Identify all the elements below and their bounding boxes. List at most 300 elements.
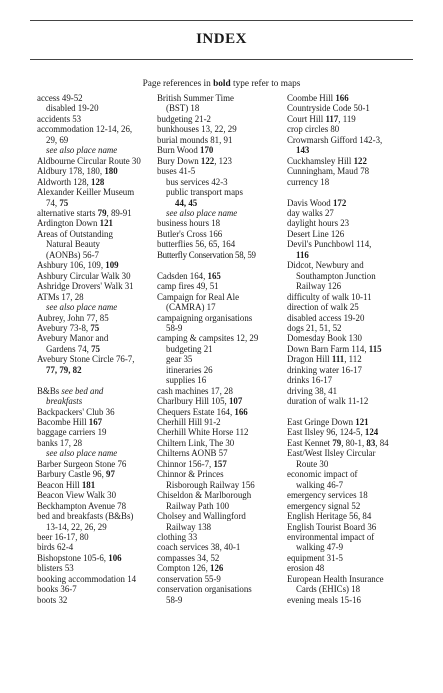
letter-group-gap [287,187,389,197]
map-page-ref: 111 [331,354,345,365]
index-entry [287,365,389,375]
index-entry [37,563,141,573]
index-entry [287,386,389,396]
entry-text-cont: , 80-1, [341,437,367,448]
entry-text: (CAMRA) 17 [166,302,216,313]
index-subentry [157,187,258,197]
index-subentry [287,281,389,291]
entry-text: day walks 27 [287,207,334,218]
index-entry [287,302,389,312]
entry-text: East Ilsley 96, 124-5, [287,427,365,438]
entry-text: books 36-7 [37,584,77,595]
map-page-ref: 166 [234,406,248,417]
index-entry [157,239,258,249]
index-entry [37,553,141,563]
entry-text: gear 35 [166,354,193,365]
entry-text: breakfasts [46,396,83,407]
index-entry [37,480,141,490]
entry-text: Chinnor 156-7, [157,458,214,469]
entry-text: Court Hill [287,113,326,124]
letter-group-gap [287,407,389,417]
index-entry [37,156,141,166]
entry-text: European Health Insurance [287,573,384,584]
index-subentry [287,584,389,594]
index-entry [157,292,258,302]
entry-text: Cuckhamsley Hill [287,155,354,166]
index-entry [37,271,141,281]
index-entry [37,532,141,542]
index-subentry [37,448,141,458]
entry-text: bus services 42-3 [166,176,228,187]
entry-text: Bury Down [157,155,201,166]
entry-text: economic impact of [287,469,358,480]
map-page-ref: 44, 45 [175,197,198,208]
entry-text: walking 46-7 [296,479,344,490]
index-subentry [157,177,258,187]
index-entry [287,114,389,124]
entry-text: Beacon Hill [37,479,82,490]
index-entry [287,396,389,406]
index-entry [157,407,258,417]
index-entry [287,490,389,500]
index-subentry [287,459,389,469]
entry-text: currency 18 [287,176,330,187]
index-entry [287,574,389,584]
index-entry [157,229,258,239]
index-subentry [157,501,258,511]
index-intro-note [0,79,443,89]
index-entry [37,595,141,605]
entry-text: Bacombe Hill [37,417,89,428]
entry-text: English Tourist Board 36 [287,521,377,532]
entry-text: Beacon View Walk 30 [37,490,117,501]
map-page-ref: 75 [59,197,69,208]
entry-text: Crowmarsh Gifford 142-3, [287,134,383,145]
index-entry [157,333,258,343]
index-subentry [157,208,258,218]
index-entry [37,386,141,396]
entry-text: Alexander Keiller Museum [37,187,135,198]
index-entry [37,93,141,103]
index-subentry [37,365,141,375]
map-page-ref: 79 [97,207,107,218]
index-entry [287,375,389,385]
index-entry [37,469,141,479]
map-page-ref: 170 [200,145,214,156]
index-entry [287,260,389,270]
index-subentry [157,375,258,385]
entry-text: English Heritage 56, 84 [287,511,372,522]
entry-text: drinks 16-17 [287,375,333,386]
index-entry [37,407,141,417]
entry-text: (AONBs) 56-7 [46,249,99,260]
index-subentry [157,323,258,333]
index-entry [37,574,141,584]
entry-text: Ashbury Circular Walk 30 [37,270,131,281]
entry-text: ATMs 17, 28 [37,291,84,302]
index-subentry [37,198,141,208]
entry-text: Cholsey and Wallingford [157,511,246,522]
index-entry [287,198,389,208]
entry-text: Gardens 74, [46,343,92,354]
index-subentry [37,344,141,354]
index-entry [287,354,389,364]
entry-text: Avebury Manor and [37,333,109,344]
index-subentry [287,480,389,490]
index-entry [157,542,258,552]
index-entry [37,229,141,239]
index-entry [287,501,389,511]
index-subentry [157,302,258,312]
index-entry [157,469,258,479]
index-subentry [37,522,141,532]
index-column-3 [287,93,389,605]
entry-text: direction of walk 25 [287,302,359,313]
index-entry [287,438,389,448]
map-page-ref: 75 [91,343,100,354]
entry-text: Countryside Code 50-1 [287,103,370,114]
map-page-ref: 165 [207,270,221,281]
letter-group-gap [37,375,141,385]
map-page-ref: 109 [105,260,119,271]
intro-text-before: Page references in [142,79,214,89]
entry-text: Devil's Punchbowl 114, [287,239,372,250]
entry-text: Campaign for Real Ale [157,291,240,302]
entry-text: emergency signal 52 [287,500,361,511]
entry-text: Cadsden 164, [157,270,208,281]
entry-text: Compton 126, [157,563,211,574]
index-entry [157,584,258,594]
entry-text: Areas of Outstanding [37,228,113,239]
entry-text: Avebury Stone Circle 76-7, [37,354,135,365]
map-page-ref: 83 [366,437,376,448]
index-subentry [37,239,141,249]
index-entry [287,229,389,239]
index-entry [287,93,389,103]
index-entry [37,260,141,270]
index-entry [157,511,258,521]
entry-text: Cherhill White Horse 112 [157,427,249,438]
entry-text: baggage carriers 19 [37,427,107,438]
index-entry [287,166,389,176]
entry-text: Aldbourne Circular Route 30 [37,155,141,166]
entry-text: crop circles 80 [287,124,340,135]
index-entry [157,532,258,542]
map-page-ref: 106 [108,552,122,563]
cross-reference: see bed and [61,385,104,396]
entry-text-cont: , 84 [375,437,389,448]
entry-text: see also place name [46,302,118,313]
map-page-ref: 97 [106,469,115,480]
index-entry [37,542,141,552]
index-subentry [157,103,258,113]
index-entry [37,114,141,124]
index-subentry [37,250,141,260]
index-entry [37,511,141,521]
entry-text: coach services 38, 40-1 [157,542,241,553]
index-subentry [287,271,389,281]
index-entry [37,417,141,427]
index-entry [287,313,389,323]
map-page-ref: 75 [90,322,100,333]
index-entry [37,166,141,176]
entry-text: budgeting 21-2 [157,113,211,124]
index-subentry [157,522,258,532]
index-subentry [157,198,258,208]
entry-text: camp fires 49, 51 [157,281,219,292]
index-entry [287,522,389,532]
index-subentry [157,344,258,354]
index-entry [287,511,389,521]
index-entry [157,218,258,228]
entry-text: 74, [46,197,60,208]
index-subentry [37,135,141,145]
entry-text-cont: , 89-91 [106,207,132,218]
entry-text: public transport maps [166,187,243,198]
entry-text: Domesday Book 130 [287,333,362,344]
index-entry [37,313,141,323]
index-entry [37,281,141,291]
map-page-ref: 107 [228,396,243,407]
index-entry [37,218,141,228]
index-column-2 [157,93,258,605]
entry-text: Chiltern Link, The 30 [157,437,235,448]
entry-text: Cards (EHICs) 18 [296,584,361,595]
entry-text: conservation 55-9 [157,573,221,584]
index-entry [157,93,258,103]
top-rule [30,20,413,21]
index-entry [37,208,141,218]
index-entry [287,469,389,479]
entry-text: Dragon Hill [287,354,332,365]
entry-text: Railway 138 [166,521,212,532]
index-subentry [157,365,258,375]
entry-text: alternative starts [37,207,98,218]
index-entry [287,177,389,187]
entry-text: campaigning organisations [157,312,253,323]
index-entry [287,344,389,354]
entry-text: Aldworth 128, [37,176,91,187]
index-entry [287,135,389,145]
index-entry [287,417,389,427]
index-entry [157,574,258,584]
entry-text: camping & campsites 12, 29 [157,333,259,344]
entry-text: Charlbury Hill 105, [157,396,229,407]
entry-text: Coombe Hill [287,93,336,103]
index-entry [287,239,389,249]
map-page-ref: 180 [104,166,118,177]
entry-text: boots 32 [37,594,68,605]
entry-text: accidents 53 [37,113,82,124]
index-entry [157,459,258,469]
index-entry [157,271,258,281]
index-entry [37,292,141,302]
entry-text: cash machines 17, 28 [157,385,233,396]
index-entry [37,354,141,364]
intro-bold-word: bold [213,79,231,89]
index-subentry [287,250,389,260]
entry-text: daylight hours 23 [287,218,350,229]
entry-text: buses 41-5 [157,166,196,177]
map-page-ref: 143 [296,145,310,156]
entry-text: see also place name [46,448,118,459]
letter-group-gap [157,260,258,270]
entry-text: evening meals 15-16 [287,594,361,605]
entry-text: environmental impact of [287,532,375,542]
map-page-ref: 167 [88,417,103,428]
entry-text: disabled access 19-20 [287,312,365,323]
entry-text: Route 30 [296,458,329,469]
index-entry [157,135,258,145]
entry-text: budgeting 21 [166,343,213,354]
index-entry [37,187,141,197]
index-subentry [37,396,141,406]
entry-text: emergency services 18 [287,490,368,501]
entry-text: dogs 21, 51, 52 [287,322,342,333]
index-entry [287,595,389,605]
entry-text: Ashbury 106, 109, [37,260,106,271]
map-page-ref: 121 [355,417,369,428]
entry-text: disabled 19-20 [46,103,99,114]
map-page-ref: 124 [364,427,379,438]
index-entry [287,532,389,542]
entry-text: difficulty of walk 10-11 [287,291,372,302]
index-entry [37,323,141,333]
index-entry [287,333,389,343]
entry-text: banks 17, 28 [37,437,83,448]
entry-text: Davis Wood [287,197,333,208]
map-page-ref: 166 [335,93,349,103]
index-subentry [157,595,258,605]
entry-text: blisters 53 [37,563,74,574]
index-entry [287,323,389,333]
entry-text: Ashridge Drovers' Walk 31 [37,281,134,292]
entry-text: (BST) 18 [166,103,200,114]
entry-text: Chilterns AONB 57 [157,448,228,459]
entry-text-cont: , 119 [338,113,356,124]
entry-text: Barbury Castle 96, [37,469,107,480]
entry-text: bunkhouses 13, 22, 29 [157,124,237,135]
entry-text: Southampton Junction [296,270,376,281]
entry-text: itineraries 26 [166,364,213,375]
entry-text: East Gringe Down [287,417,356,428]
index-subentry [287,542,389,552]
entry-text: driving 38, 41 [287,385,338,396]
entry-text: Ardington Down [37,218,100,229]
index-entry [157,166,258,176]
map-page-ref: 79 [332,437,342,448]
index-column-1 [37,93,141,605]
entry-text: walking 47-9 [296,542,344,553]
index-entry [37,124,141,134]
entry-text: Burn Wood [157,145,201,156]
index-entry [157,156,258,166]
index-subentry [157,480,258,490]
index-entry [157,417,258,427]
entry-text: supplies 16 [166,375,207,386]
index-subentry [37,145,141,155]
entry-text: Didcot, Newbury and [287,260,364,271]
entry-text: Cherhill Hill 91-2 [157,417,221,428]
index-entry [157,448,258,458]
entry-text: see also place name [166,207,238,218]
index-subentry [37,103,141,113]
index-entry [37,333,141,343]
map-page-ref: 157 [213,458,227,469]
index-entry [157,386,258,396]
map-page-ref: 121 [99,218,113,229]
entry-text: Aubrey, John 77, 85 [37,312,109,323]
title-rule [30,59,413,60]
index-entry [37,177,141,187]
entry-text: Desert Line 126 [287,228,345,239]
index-entry [157,281,258,291]
index-entry [157,396,258,406]
index-entry [287,292,389,302]
index-entry [37,438,141,448]
index-entry [37,501,141,511]
entry-text: Railway Path 100 [166,500,230,511]
entry-text-cont: , 123 [214,155,232,166]
index-entry [157,124,258,134]
entry-text: Avebury 73-8, [37,322,91,333]
entry-text: Railway 126 [296,281,342,292]
entry-text: butterflies 56, 65, 164 [157,239,236,250]
entry-text: East/West Ilsley Circular [287,448,376,459]
map-page-ref: 128 [91,176,105,187]
index-entry [157,250,258,260]
map-page-ref: 116 [296,249,309,260]
index-entry [157,438,258,448]
entry-text: business hours 18 [157,218,221,229]
index-entry [287,563,389,573]
index-entry [37,427,141,437]
map-page-ref: 77, 79, 82 [46,364,82,375]
index-entry [157,114,258,124]
entry-text: access 49-52 [37,93,83,103]
map-page-ref: 115 [368,343,382,354]
index-entry [157,563,258,573]
entry-text: drinking water 16-17 [287,364,362,375]
entry-text: burial mounds 81, 91 [157,134,233,145]
entry-text: Chequers Estate 164, [157,406,235,417]
index-entry [37,490,141,500]
entry-text: Chinnor & Princes [157,469,224,480]
index-entry [287,218,389,228]
entry-text: compasses 34, 52 [157,552,220,563]
entry-text: erosion 48 [287,563,325,574]
entry-text: 29, 69 [46,134,69,145]
index-entry [157,553,258,563]
entry-text: Bishopstone 105-6, [37,552,109,563]
index-entry [157,427,258,437]
entry-text: 58-9 [166,594,183,605]
entry-text: bed and breakfasts (B&Bs) [37,511,134,522]
entry-text: clothing 33 [157,532,198,543]
entry-text: 58-9 [166,322,183,333]
entry-text: East Kennet [287,437,333,448]
entry-text: booking accommodation 14 [37,573,137,584]
index-subentry [37,302,141,312]
index-subentry [157,354,258,364]
map-page-ref: 122 [200,155,215,166]
entry-text: Cunningham, Maud 78 [287,166,370,177]
entry-text: Aldbury 178, 180, [37,166,105,177]
entry-text: Beckhampton Avenue 78 [37,500,127,511]
entry-text: see also place name [46,145,118,156]
index-entry [37,459,141,469]
entry-text: equipment 31-5 [287,552,343,563]
